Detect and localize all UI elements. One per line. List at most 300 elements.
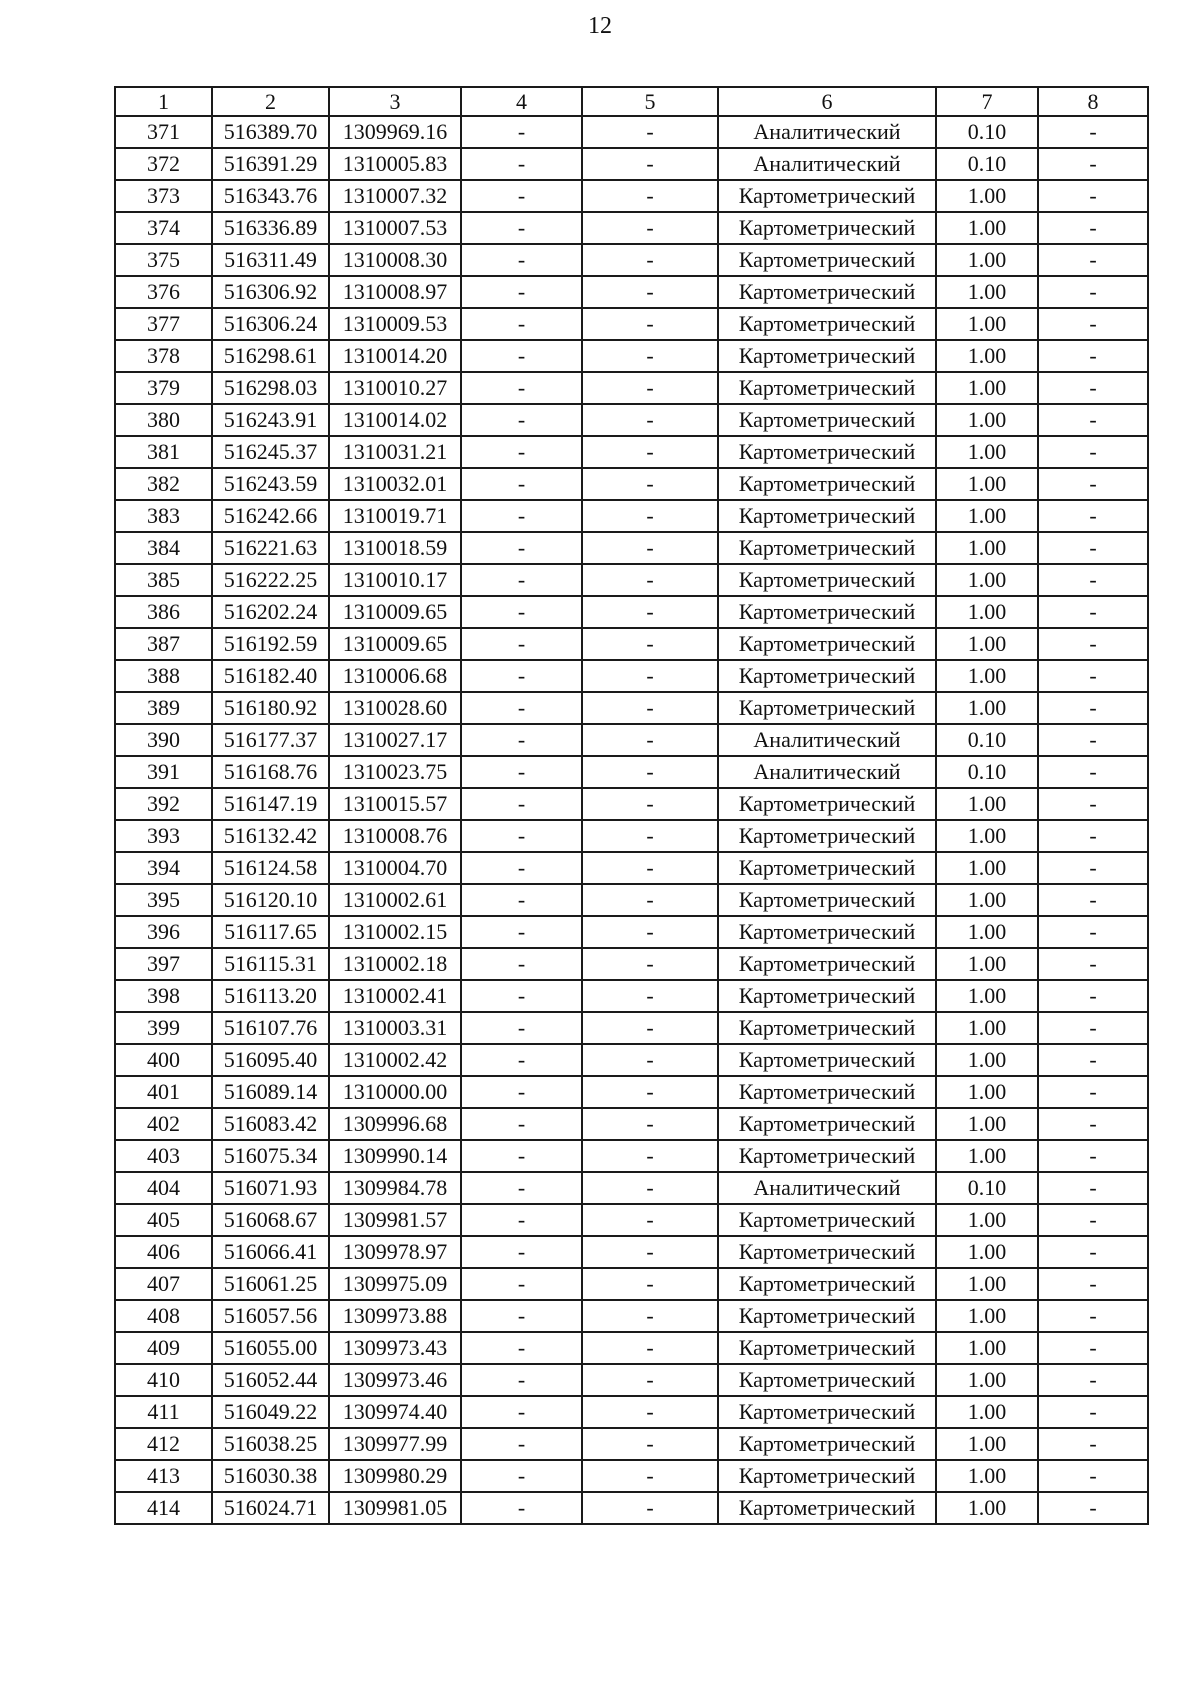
- column-8-cell: -: [1038, 116, 1148, 148]
- column-8-cell: -: [1038, 852, 1148, 884]
- coord-x-cell: 516107.76: [212, 1012, 329, 1044]
- header-cell-5: 5: [582, 87, 718, 116]
- accuracy-cell: 1.00: [936, 1332, 1038, 1364]
- table-row: [115, 1300, 1148, 1332]
- accuracy-cell: 1.00: [936, 564, 1038, 596]
- coord-y-cell: 1310002.41: [329, 980, 461, 1012]
- column-8-cell: -: [1038, 756, 1148, 788]
- point-number-cell: 381: [115, 436, 212, 468]
- accuracy-cell: 1.00: [936, 948, 1038, 980]
- coord-y-cell: 1309974.40: [329, 1396, 461, 1428]
- table-row: [115, 1140, 1148, 1172]
- column-5-cell: -: [582, 1460, 718, 1492]
- coord-y-cell: 1310006.68: [329, 660, 461, 692]
- coord-x-cell: 516221.63: [212, 532, 329, 564]
- point-number-cell: 399: [115, 1012, 212, 1044]
- method-cell: Картометрический: [718, 884, 936, 916]
- point-number-cell: 408: [115, 1300, 212, 1332]
- accuracy-cell: 1.00: [936, 372, 1038, 404]
- coord-x-cell: 516242.66: [212, 500, 329, 532]
- point-number-cell: 380: [115, 404, 212, 436]
- column-8-cell: -: [1038, 724, 1148, 756]
- column-8-cell: -: [1038, 1204, 1148, 1236]
- column-4-cell: -: [461, 1364, 582, 1396]
- table-row: [115, 404, 1148, 436]
- column-4-cell: -: [461, 1332, 582, 1364]
- method-cell: Картометрический: [718, 1396, 936, 1428]
- point-number-cell: 412: [115, 1428, 212, 1460]
- method-cell: Картометрический: [718, 404, 936, 436]
- method-cell: Аналитический: [718, 724, 936, 756]
- method-cell: Картометрический: [718, 628, 936, 660]
- column-5-cell: -: [582, 1428, 718, 1460]
- column-4-cell: -: [461, 372, 582, 404]
- column-5-cell: -: [582, 308, 718, 340]
- column-8-cell: -: [1038, 1140, 1148, 1172]
- coord-y-cell: 1310014.02: [329, 404, 461, 436]
- column-4-cell: -: [461, 1108, 582, 1140]
- column-8-cell: -: [1038, 692, 1148, 724]
- point-number-cell: 395: [115, 884, 212, 916]
- accuracy-cell: 1.00: [936, 1140, 1038, 1172]
- method-cell: Картометрический: [718, 948, 936, 980]
- column-5-cell: -: [582, 212, 718, 244]
- column-5-cell: -: [582, 500, 718, 532]
- column-4-cell: -: [461, 980, 582, 1012]
- coord-x-cell: 516391.29: [212, 148, 329, 180]
- point-number-cell: 397: [115, 948, 212, 980]
- table-body: [115, 116, 1148, 1524]
- column-5-cell: -: [582, 628, 718, 660]
- accuracy-cell: 1.00: [936, 1236, 1038, 1268]
- method-cell: Картометрический: [718, 916, 936, 948]
- point-number-cell: 372: [115, 148, 212, 180]
- coord-y-cell: 1309981.05: [329, 1492, 461, 1524]
- column-8-cell: -: [1038, 564, 1148, 596]
- accuracy-cell: 1.00: [936, 340, 1038, 372]
- column-4-cell: -: [461, 756, 582, 788]
- method-cell: Картометрический: [718, 1460, 936, 1492]
- coord-y-cell: 1310005.83: [329, 148, 461, 180]
- coord-x-cell: 516132.42: [212, 820, 329, 852]
- table-row: [115, 596, 1148, 628]
- page-number: 12: [588, 13, 612, 39]
- point-number-cell: 382: [115, 468, 212, 500]
- header-cell-3: 3: [329, 87, 461, 116]
- column-8-cell: -: [1038, 1460, 1148, 1492]
- column-8-cell: -: [1038, 308, 1148, 340]
- table-row: [115, 308, 1148, 340]
- point-number-cell: 391: [115, 756, 212, 788]
- accuracy-cell: 0.10: [936, 148, 1038, 180]
- coord-y-cell: 1310010.27: [329, 372, 461, 404]
- accuracy-cell: 1.00: [936, 1076, 1038, 1108]
- column-8-cell: -: [1038, 1300, 1148, 1332]
- point-number-cell: 390: [115, 724, 212, 756]
- table-row: [115, 180, 1148, 212]
- method-cell: Картометрический: [718, 1300, 936, 1332]
- header-cell-6: 6: [718, 87, 936, 116]
- accuracy-cell: 1.00: [936, 692, 1038, 724]
- point-number-cell: 387: [115, 628, 212, 660]
- accuracy-cell: 0.10: [936, 1172, 1038, 1204]
- coord-x-cell: 516306.24: [212, 308, 329, 340]
- header-cell-4: 4: [461, 87, 582, 116]
- accuracy-cell: 1.00: [936, 980, 1038, 1012]
- point-number-cell: 414: [115, 1492, 212, 1524]
- column-5-cell: -: [582, 724, 718, 756]
- coordinates-table: [114, 86, 1149, 1525]
- column-5-cell: -: [582, 468, 718, 500]
- column-5-cell: -: [582, 852, 718, 884]
- column-4-cell: -: [461, 1300, 582, 1332]
- column-8-cell: -: [1038, 948, 1148, 980]
- column-8-cell: -: [1038, 340, 1148, 372]
- column-5-cell: -: [582, 1492, 718, 1524]
- column-5-cell: -: [582, 1268, 718, 1300]
- column-4-cell: -: [461, 500, 582, 532]
- coord-y-cell: 1309973.46: [329, 1364, 461, 1396]
- column-4-cell: -: [461, 404, 582, 436]
- point-number-cell: 409: [115, 1332, 212, 1364]
- column-4-cell: -: [461, 1012, 582, 1044]
- column-8-cell: -: [1038, 212, 1148, 244]
- method-cell: Картометрический: [718, 852, 936, 884]
- column-4-cell: -: [461, 1044, 582, 1076]
- point-number-cell: 403: [115, 1140, 212, 1172]
- column-4-cell: -: [461, 820, 582, 852]
- accuracy-cell: 1.00: [936, 1428, 1038, 1460]
- accuracy-cell: 1.00: [936, 1492, 1038, 1524]
- table-row: [115, 564, 1148, 596]
- column-5-cell: -: [582, 116, 718, 148]
- coord-y-cell: 1310032.01: [329, 468, 461, 500]
- coord-y-cell: 1309977.99: [329, 1428, 461, 1460]
- column-8-cell: -: [1038, 532, 1148, 564]
- coord-y-cell: 1310019.71: [329, 500, 461, 532]
- column-8-cell: -: [1038, 1076, 1148, 1108]
- accuracy-cell: 1.00: [936, 1300, 1038, 1332]
- column-4-cell: -: [461, 1236, 582, 1268]
- column-4-cell: -: [461, 724, 582, 756]
- method-cell: Картометрический: [718, 372, 936, 404]
- table-row: [115, 1044, 1148, 1076]
- coord-y-cell: 1309973.88: [329, 1300, 461, 1332]
- point-number-cell: 389: [115, 692, 212, 724]
- coord-x-cell: 516168.76: [212, 756, 329, 788]
- point-number-cell: 398: [115, 980, 212, 1012]
- coord-y-cell: 1310009.65: [329, 596, 461, 628]
- coord-x-cell: 516389.70: [212, 116, 329, 148]
- coord-x-cell: 516245.37: [212, 436, 329, 468]
- column-5-cell: -: [582, 1332, 718, 1364]
- table-row: [115, 116, 1148, 148]
- table-row: [115, 1332, 1148, 1364]
- column-8-cell: -: [1038, 916, 1148, 948]
- column-5-cell: -: [582, 1364, 718, 1396]
- column-8-cell: -: [1038, 628, 1148, 660]
- coord-y-cell: 1310002.15: [329, 916, 461, 948]
- point-number-cell: 378: [115, 340, 212, 372]
- column-4-cell: -: [461, 212, 582, 244]
- coord-x-cell: 516049.22: [212, 1396, 329, 1428]
- column-8-cell: -: [1038, 1364, 1148, 1396]
- header-cell-7: 7: [936, 87, 1038, 116]
- coord-x-cell: 516115.31: [212, 948, 329, 980]
- coord-x-cell: 516030.38: [212, 1460, 329, 1492]
- column-4-cell: -: [461, 180, 582, 212]
- method-cell: Картометрический: [718, 820, 936, 852]
- table-row: [115, 756, 1148, 788]
- coord-x-cell: 516298.03: [212, 372, 329, 404]
- method-cell: Картометрический: [718, 564, 936, 596]
- coord-x-cell: 516202.24: [212, 596, 329, 628]
- method-cell: Картометрический: [718, 1268, 936, 1300]
- accuracy-cell: 1.00: [936, 628, 1038, 660]
- column-8-cell: -: [1038, 148, 1148, 180]
- column-4-cell: -: [461, 1172, 582, 1204]
- column-4-cell: -: [461, 628, 582, 660]
- point-number-cell: 373: [115, 180, 212, 212]
- table-row: [115, 1268, 1148, 1300]
- point-number-cell: 375: [115, 244, 212, 276]
- column-5-cell: -: [582, 756, 718, 788]
- table-row: [115, 1364, 1148, 1396]
- table-row: [115, 820, 1148, 852]
- method-cell: Картометрический: [718, 692, 936, 724]
- coord-x-cell: 516068.67: [212, 1204, 329, 1236]
- column-4-cell: -: [461, 1396, 582, 1428]
- point-number-cell: 405: [115, 1204, 212, 1236]
- table-row: [115, 148, 1148, 180]
- method-cell: Картометрический: [718, 436, 936, 468]
- method-cell: Картометрический: [718, 1492, 936, 1524]
- method-cell: Картометрический: [718, 532, 936, 564]
- table-row: [115, 1076, 1148, 1108]
- coord-x-cell: 516066.41: [212, 1236, 329, 1268]
- column-5-cell: -: [582, 1396, 718, 1428]
- coord-y-cell: 1309978.97: [329, 1236, 461, 1268]
- accuracy-cell: 1.00: [936, 468, 1038, 500]
- column-5-cell: -: [582, 404, 718, 436]
- coord-y-cell: 1309975.09: [329, 1268, 461, 1300]
- accuracy-cell: 1.00: [936, 1364, 1038, 1396]
- table-row: [115, 340, 1148, 372]
- method-cell: Картометрический: [718, 340, 936, 372]
- column-5-cell: -: [582, 1204, 718, 1236]
- column-5-cell: -: [582, 916, 718, 948]
- column-8-cell: -: [1038, 1428, 1148, 1460]
- coord-x-cell: 516343.76: [212, 180, 329, 212]
- table-row: [115, 500, 1148, 532]
- point-number-cell: 411: [115, 1396, 212, 1428]
- column-4-cell: -: [461, 1460, 582, 1492]
- column-5-cell: -: [582, 788, 718, 820]
- coord-y-cell: 1310007.32: [329, 180, 461, 212]
- coord-y-cell: 1310018.59: [329, 532, 461, 564]
- column-8-cell: -: [1038, 372, 1148, 404]
- column-8-cell: -: [1038, 244, 1148, 276]
- method-cell: Картометрический: [718, 212, 936, 244]
- coord-y-cell: 1310027.17: [329, 724, 461, 756]
- method-cell: Аналитический: [718, 1172, 936, 1204]
- column-4-cell: -: [461, 564, 582, 596]
- accuracy-cell: 1.00: [936, 884, 1038, 916]
- coord-y-cell: 1310008.76: [329, 820, 461, 852]
- column-4-cell: -: [461, 852, 582, 884]
- coord-x-cell: 516120.10: [212, 884, 329, 916]
- column-4-cell: -: [461, 468, 582, 500]
- column-5-cell: -: [582, 276, 718, 308]
- table-row: [115, 852, 1148, 884]
- table-row: [115, 1172, 1148, 1204]
- table-row: [115, 212, 1148, 244]
- coord-x-cell: 516117.65: [212, 916, 329, 948]
- column-8-cell: -: [1038, 1172, 1148, 1204]
- method-cell: Аналитический: [718, 148, 936, 180]
- coord-y-cell: 1310004.70: [329, 852, 461, 884]
- coord-x-cell: 516124.58: [212, 852, 329, 884]
- coord-x-cell: 516243.59: [212, 468, 329, 500]
- coord-y-cell: 1309973.43: [329, 1332, 461, 1364]
- column-4-cell: -: [461, 596, 582, 628]
- point-number-cell: 410: [115, 1364, 212, 1396]
- accuracy-cell: 0.10: [936, 724, 1038, 756]
- column-8-cell: -: [1038, 1332, 1148, 1364]
- coord-x-cell: 516095.40: [212, 1044, 329, 1076]
- coord-x-cell: 516057.56: [212, 1300, 329, 1332]
- coord-x-cell: 516113.20: [212, 980, 329, 1012]
- method-cell: Картометрический: [718, 1108, 936, 1140]
- accuracy-cell: 0.10: [936, 116, 1038, 148]
- column-5-cell: -: [582, 1108, 718, 1140]
- column-4-cell: -: [461, 788, 582, 820]
- accuracy-cell: 1.00: [936, 1460, 1038, 1492]
- table-row: [115, 1460, 1148, 1492]
- column-5-cell: -: [582, 1044, 718, 1076]
- accuracy-cell: 1.00: [936, 1044, 1038, 1076]
- table-row: [115, 532, 1148, 564]
- point-number-cell: 394: [115, 852, 212, 884]
- table-row: [115, 468, 1148, 500]
- accuracy-cell: 0.10: [936, 756, 1038, 788]
- table-row: [115, 1492, 1148, 1524]
- column-8-cell: -: [1038, 1236, 1148, 1268]
- point-number-cell: 385: [115, 564, 212, 596]
- point-number-cell: 402: [115, 1108, 212, 1140]
- coord-x-cell: 516336.89: [212, 212, 329, 244]
- coord-y-cell: 1310015.57: [329, 788, 461, 820]
- column-4-cell: -: [461, 660, 582, 692]
- column-4-cell: -: [461, 1428, 582, 1460]
- accuracy-cell: 1.00: [936, 244, 1038, 276]
- table-row: [115, 1236, 1148, 1268]
- column-8-cell: -: [1038, 180, 1148, 212]
- table-row: [115, 788, 1148, 820]
- method-cell: Картометрический: [718, 596, 936, 628]
- point-number-cell: 379: [115, 372, 212, 404]
- column-8-cell: -: [1038, 436, 1148, 468]
- point-number-cell: 407: [115, 1268, 212, 1300]
- coord-y-cell: 1310008.97: [329, 276, 461, 308]
- point-number-cell: 386: [115, 596, 212, 628]
- method-cell: Картометрический: [718, 180, 936, 212]
- coord-x-cell: 516311.49: [212, 244, 329, 276]
- table-row: [115, 724, 1148, 756]
- coord-x-cell: 516061.25: [212, 1268, 329, 1300]
- column-8-cell: -: [1038, 884, 1148, 916]
- accuracy-cell: 1.00: [936, 212, 1038, 244]
- coord-y-cell: 1310009.53: [329, 308, 461, 340]
- coord-x-cell: 516182.40: [212, 660, 329, 692]
- column-5-cell: -: [582, 180, 718, 212]
- method-cell: Картометрический: [718, 1012, 936, 1044]
- coord-y-cell: 1309969.16: [329, 116, 461, 148]
- coord-y-cell: 1310002.61: [329, 884, 461, 916]
- method-cell: Картометрический: [718, 660, 936, 692]
- column-5-cell: -: [582, 692, 718, 724]
- column-4-cell: -: [461, 244, 582, 276]
- column-4-cell: -: [461, 1492, 582, 1524]
- method-cell: Картометрический: [718, 1044, 936, 1076]
- column-5-cell: -: [582, 532, 718, 564]
- method-cell: Картометрический: [718, 308, 936, 340]
- coord-x-cell: 516147.19: [212, 788, 329, 820]
- table-header: [115, 87, 1148, 116]
- method-cell: Картометрический: [718, 500, 936, 532]
- coord-x-cell: 516075.34: [212, 1140, 329, 1172]
- table-row: [115, 276, 1148, 308]
- column-8-cell: -: [1038, 1396, 1148, 1428]
- point-number-cell: 388: [115, 660, 212, 692]
- column-5-cell: -: [582, 1300, 718, 1332]
- table-row: [115, 436, 1148, 468]
- coord-y-cell: 1309996.68: [329, 1108, 461, 1140]
- coord-y-cell: 1310008.30: [329, 244, 461, 276]
- column-4-cell: -: [461, 1204, 582, 1236]
- column-4-cell: -: [461, 532, 582, 564]
- column-8-cell: -: [1038, 1108, 1148, 1140]
- table-row: [115, 372, 1148, 404]
- column-4-cell: -: [461, 340, 582, 372]
- table-row: [115, 628, 1148, 660]
- column-4-cell: -: [461, 1140, 582, 1172]
- column-5-cell: -: [582, 244, 718, 276]
- point-number-cell: 400: [115, 1044, 212, 1076]
- accuracy-cell: 1.00: [936, 500, 1038, 532]
- column-8-cell: -: [1038, 596, 1148, 628]
- column-5-cell: -: [582, 340, 718, 372]
- coord-x-cell: 516083.42: [212, 1108, 329, 1140]
- column-5-cell: -: [582, 980, 718, 1012]
- coord-y-cell: 1310031.21: [329, 436, 461, 468]
- method-cell: Картометрический: [718, 788, 936, 820]
- method-cell: Картометрический: [718, 980, 936, 1012]
- header-cell-8: 8: [1038, 87, 1148, 116]
- accuracy-cell: 1.00: [936, 1396, 1038, 1428]
- accuracy-cell: 1.00: [936, 788, 1038, 820]
- coord-x-cell: 516243.91: [212, 404, 329, 436]
- point-number-cell: 374: [115, 212, 212, 244]
- table-row: [115, 1396, 1148, 1428]
- column-4-cell: -: [461, 116, 582, 148]
- coord-x-cell: 516306.92: [212, 276, 329, 308]
- accuracy-cell: 1.00: [936, 436, 1038, 468]
- column-5-cell: -: [582, 1076, 718, 1108]
- column-4-cell: -: [461, 276, 582, 308]
- coord-x-cell: 516071.93: [212, 1172, 329, 1204]
- accuracy-cell: 1.00: [936, 1108, 1038, 1140]
